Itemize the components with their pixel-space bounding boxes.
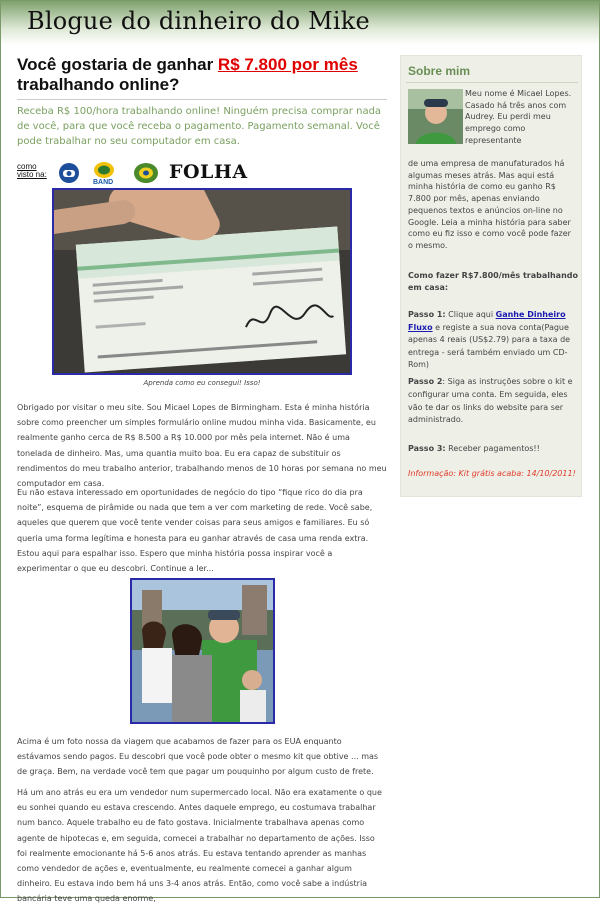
article-paragraph-1: Obrigado por visitar o meu site. Sou Micael Lopes de Birmingham. Esta é minha história sobre como preencher um simples formulário online mudou minha vida. Basicamente, eu realmente ganho cerca de R$ 8.500 a R$ 10.000 por mês pela internet. Não é uma tonelada de dinheiro. Mas, uma quantia muito boa. Eu era capaz de substituir os rendimentos do meu trabalho anterior, trabalhando menos de 10 horas por semana no meu computador em casa. — [17, 403, 387, 489]
article-paragraph-4: Há um ano atrás eu era um vendedor num supermercado local. Não era exatamente o que eu sonhei quando eu estava crescendo. Antes daquele emprego, eu costumava trabalhar num banco. Aquele trabalho eu de fato gostava. Inicialmente trabalhava apenas como agente de hipotecas e, em seguida, comecei a trabalhar no departamento de ações. Isso foi realmente emocionante há 5-6 anos atrás. Eu estava tentando aprender as manhas como vendedor de ações e, eventualmente, eu realmente comecei a ganhar algum dinheiro. Eu estava indo bem há uns 3-4 anos atrás. Então, como você sabe a indústria bancária teve uma queda enorme, — [17, 788, 382, 904]
check-photo-illustration — [54, 190, 350, 373]
family-photo — [130, 578, 275, 724]
headline-part2: trabalhando online? — [17, 75, 180, 94]
sidebar-about-me — [400, 55, 582, 497]
as-seen-on-row — [17, 161, 387, 187]
sidebar-step-3 — [408, 443, 578, 455]
sidebar-intro-a: Meu nome é Micael Lopes. Casado há três anos com Audrey. Eu perdi meu emprego como representante — [465, 89, 572, 145]
step-2-label: Passo 2 — [408, 377, 443, 386]
band-logo-icon — [93, 161, 115, 179]
step-2-text: : Siga as instruções sobre o kit e configurar uma conta. Em seguida, eles vão te dar os links do website para ser administrado. — [408, 377, 573, 425]
ganhe-dinheiro-fluxo-link[interactable]: Ganhe Dinheiro Fluxo — [408, 310, 566, 332]
sidebar-divider — [406, 82, 578, 83]
sidebar-title: Sobre mim — [408, 64, 471, 78]
sidebar-kit-info: Informação: Kit grátis acaba: 14/10/2011! — [408, 469, 576, 478]
main-content — [17, 55, 387, 904]
as-seen-on-label: como visto na: — [17, 162, 47, 179]
headline-part1: Você gostaria de ganhar — [17, 55, 218, 74]
article-paragraph-2: Eu não estava interessado em oportunidades de negócio do tipo “fique rico do dia pra noite”, esquema de pirâmide ou nada que tem a ver com marketing de rede. Você sabe, aqueles que querem que você tente vender coisas para seus amigos e familiares. Eu só queria uma forma legítima e honesta para eu ganhar através de casa uma renda extra. Estou aqui para espalhar isso. Espero que minha história possa inspirar você a experimentar o que eu descobri. Continue a ler... — [17, 488, 373, 574]
step-1-pre: Clique aqui — [445, 310, 496, 319]
site-title[interactable]: Blogue do dinheiro do Mike — [27, 7, 370, 35]
globo-logo-icon — [57, 161, 81, 185]
step-1-label: Passo 1: — [408, 310, 446, 319]
check-photo — [52, 188, 352, 375]
headline-highlight: R$ 7.800 por mês — [217, 55, 358, 74]
step-1-post: e registe a sua nova conta(Pague apenas 4 reais (US$2.79) para a taxa de entrega - será também enviado um CD-Rom) — [408, 322, 571, 369]
lead-text: Receba R$ 100/hora trabalhando online! Ninguém precisa comprar nada de você, para que você receba o pagamento. Pagamento semanal. Você pode trabalhar no seu computador em casa. — [17, 106, 382, 147]
headline-divider — [17, 99, 387, 100]
step-3-text: Receber pagamentos!! — [445, 444, 540, 453]
sidebar-intro-b: de uma empresa de manufaturados há algumas meses atrás. Mas aqui está minha história de como eu ganho R$ 7.800 por mês, apenas enviando pequenos textos e anúncios on-line no Google. Leia a minha história para saber como eu fiz isso e como você pode fazer o mesmo. — [408, 159, 571, 250]
band-logo-text: BAND — [93, 179, 114, 186]
article-paragraph-3: Acima é um foto nossa da viagem que acabamos de fazer para os EUA enquanto estávamos sendo pagos. Eu descobri que você pode obter o mesmo kit que obtive ... mas de graça. Bem, na verdade você tem que pagar um pouquinho por algum custo de frete. — [17, 737, 379, 777]
check-caption: Aprenda como eu consegui! Isso! — [143, 379, 261, 387]
folha-logo: FOLHA — [169, 161, 248, 183]
sidebar-how-title: Como fazer R$7.800/mês trabalhando em casa: — [408, 271, 578, 292]
sidebar-step-1 — [408, 309, 578, 372]
headline — [17, 55, 387, 95]
step-3-label: Passo 3: — [408, 444, 446, 453]
sidebar-step-2 — [408, 376, 578, 427]
family-photo-illustration — [132, 580, 273, 722]
tv-network-logo-icon — [133, 161, 159, 185]
